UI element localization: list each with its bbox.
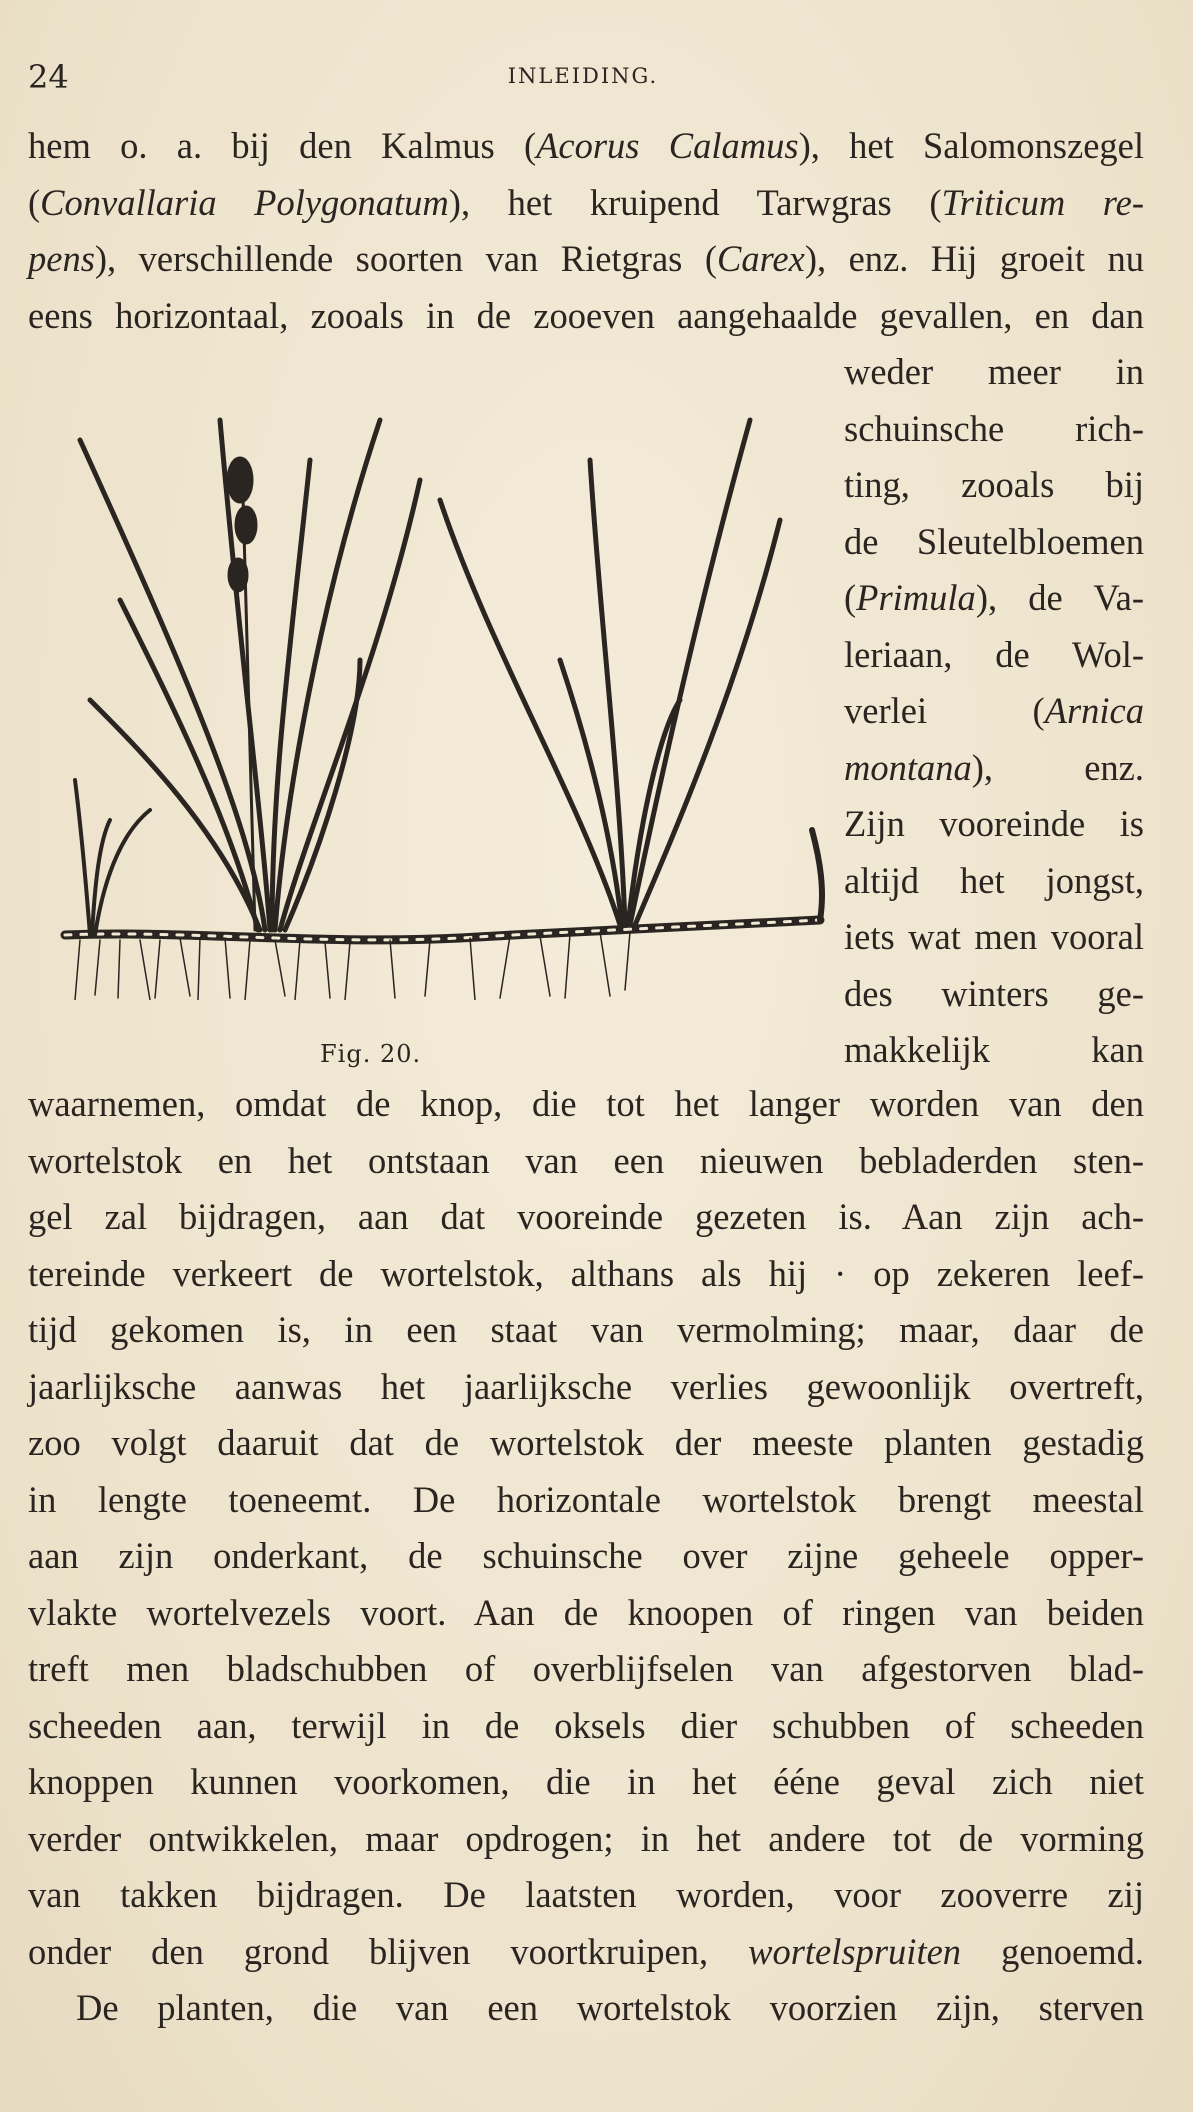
body-line: jaarlijksche aanwas het jaarlijksche verlies gewoonlijk overtreft, bbox=[28, 1365, 1144, 1407]
body-line: treft men bladschubben of overblijfselen van afgestorven blad- bbox=[28, 1648, 1144, 1689]
text-run: onder den grond blijven voortkruipen, bbox=[28, 1930, 749, 1972]
side-column-text bbox=[844, 344, 1144, 1079]
text-run: hem o. a. bij den Kalmus ( bbox=[28, 125, 537, 166]
side-line bbox=[844, 457, 1144, 514]
side-line bbox=[844, 627, 1144, 684]
italic-term: Triticum re- bbox=[941, 181, 1144, 223]
side-line bbox=[844, 853, 1144, 910]
side-line bbox=[844, 401, 1144, 458]
top-line bbox=[28, 288, 1144, 345]
italic-term: Convallaria Polygonatum bbox=[40, 181, 449, 223]
text-run: des winters ge- bbox=[844, 972, 1144, 1014]
figure-caption: Fig. 20. bbox=[320, 1040, 422, 1068]
text-run: genoemd. bbox=[961, 1930, 1144, 1972]
italic-term: Primula bbox=[856, 577, 976, 618]
body-line: verder ontwikkelen, maar opdrogen; in het andere tot de vorming bbox=[28, 1817, 1144, 1859]
side-line bbox=[844, 514, 1144, 571]
text-run: ), het kruipend Tarwgras ( bbox=[448, 181, 942, 223]
main-paragraph bbox=[28, 1076, 1144, 2037]
top-paragraph bbox=[28, 118, 1144, 344]
body-line: waarnemen, omdat de knop, die tot het langer worden van den bbox=[28, 1083, 1144, 1124]
body-line: van takken bijdragen. De laatsten worden, voor zooverre zij bbox=[28, 1874, 1144, 1915]
text-run: ), het Salomonszegel bbox=[798, 125, 1144, 166]
text-run: makkelijk kan bbox=[844, 1029, 1144, 1070]
page-header bbox=[28, 58, 1138, 98]
text-run: eens horizontaal, zooals in de zooeven aangehaalde gevallen, en dan bbox=[28, 294, 1144, 336]
text-run: schuinsche rich- bbox=[844, 407, 1144, 449]
body-line: tijd gekomen is, in een staat van vermolming; maar, daar de bbox=[28, 1309, 1144, 1350]
italic-term: Carex bbox=[716, 238, 805, 279]
italic-term: Arnica bbox=[1044, 690, 1144, 731]
side-line bbox=[844, 909, 1144, 966]
text-run: Zijn vooreinde is bbox=[844, 803, 1144, 844]
top-line bbox=[28, 118, 1144, 175]
body-line: wortelstok en het ontstaan van een nieuwen bebladerden sten- bbox=[28, 1139, 1144, 1181]
body-line: gel zal bijdragen, aan dat vooreinde gezeten is. Aan zijn ach- bbox=[28, 1196, 1144, 1237]
side-line bbox=[844, 1022, 1144, 1079]
side-line bbox=[844, 966, 1144, 1023]
body-line: vlakte wortelvezels voort. Aan de knoopen of ringen van beiden bbox=[28, 1591, 1144, 1633]
text-run: leriaan, de Wol- bbox=[844, 633, 1144, 675]
text-run: ( bbox=[844, 577, 857, 618]
body-line: zoo volgt daaruit dat de wortelstok der meeste planten gestadig bbox=[28, 1422, 1144, 1463]
body-line: knoppen kunnen voorkomen, die in het ééne geval zich niet bbox=[28, 1761, 1144, 1802]
running-head: INLEIDING. bbox=[507, 64, 659, 88]
italic-term: pens bbox=[28, 238, 95, 279]
text-run: ting, zooals bij bbox=[844, 464, 1144, 505]
text-run: verlei ( bbox=[844, 690, 1045, 731]
text-run: De planten, die van een wortelstok voorzien zijn, sterven bbox=[76, 1987, 1144, 2028]
text-run: ( bbox=[28, 181, 41, 223]
body-line-paragraph-start bbox=[28, 1980, 1144, 2037]
italic-term: montana bbox=[844, 746, 972, 788]
top-line bbox=[28, 231, 1144, 288]
side-line bbox=[844, 740, 1144, 797]
text-run: ), enz. bbox=[971, 746, 1144, 788]
text-run: ), enz. Hij groeit nu bbox=[804, 238, 1144, 279]
side-line bbox=[844, 683, 1144, 740]
side-line bbox=[844, 344, 1144, 401]
side-line bbox=[844, 570, 1144, 627]
figure-20 bbox=[60, 400, 830, 1040]
italic-term: Acorus Calamus bbox=[536, 125, 799, 166]
body-line: scheeden aan, terwijl in de oksels dier schubben of scheeden bbox=[28, 1704, 1144, 1746]
text-run: de Sleutelbloemen bbox=[844, 520, 1144, 562]
body-line: in lengte toeneemt. De horizontale wortelstok brengt meestal bbox=[28, 1478, 1144, 1520]
text-run: iets wat men vooral bbox=[844, 916, 1144, 957]
text-run: ), de Va- bbox=[975, 577, 1144, 618]
top-line bbox=[28, 175, 1144, 232]
text-run: weder meer in bbox=[844, 351, 1144, 392]
text-run: ), verschillende soorten van Rietgras ( bbox=[94, 238, 717, 279]
body-line bbox=[28, 1924, 1144, 1981]
body-line: aan zijn onderkant, de schuinsche over zijne geheele opper- bbox=[28, 1535, 1144, 1576]
side-line bbox=[844, 796, 1144, 853]
page-number: 24 bbox=[28, 58, 69, 96]
italic-term: wortelspruiten bbox=[748, 1930, 962, 1972]
body-line: tereinde verkeert de wortelstok, althans als hij · op zekeren leef- bbox=[28, 1252, 1144, 1294]
text-run: altijd het jongst, bbox=[844, 859, 1144, 901]
rhizome-plant-illustration bbox=[60, 400, 830, 1000]
